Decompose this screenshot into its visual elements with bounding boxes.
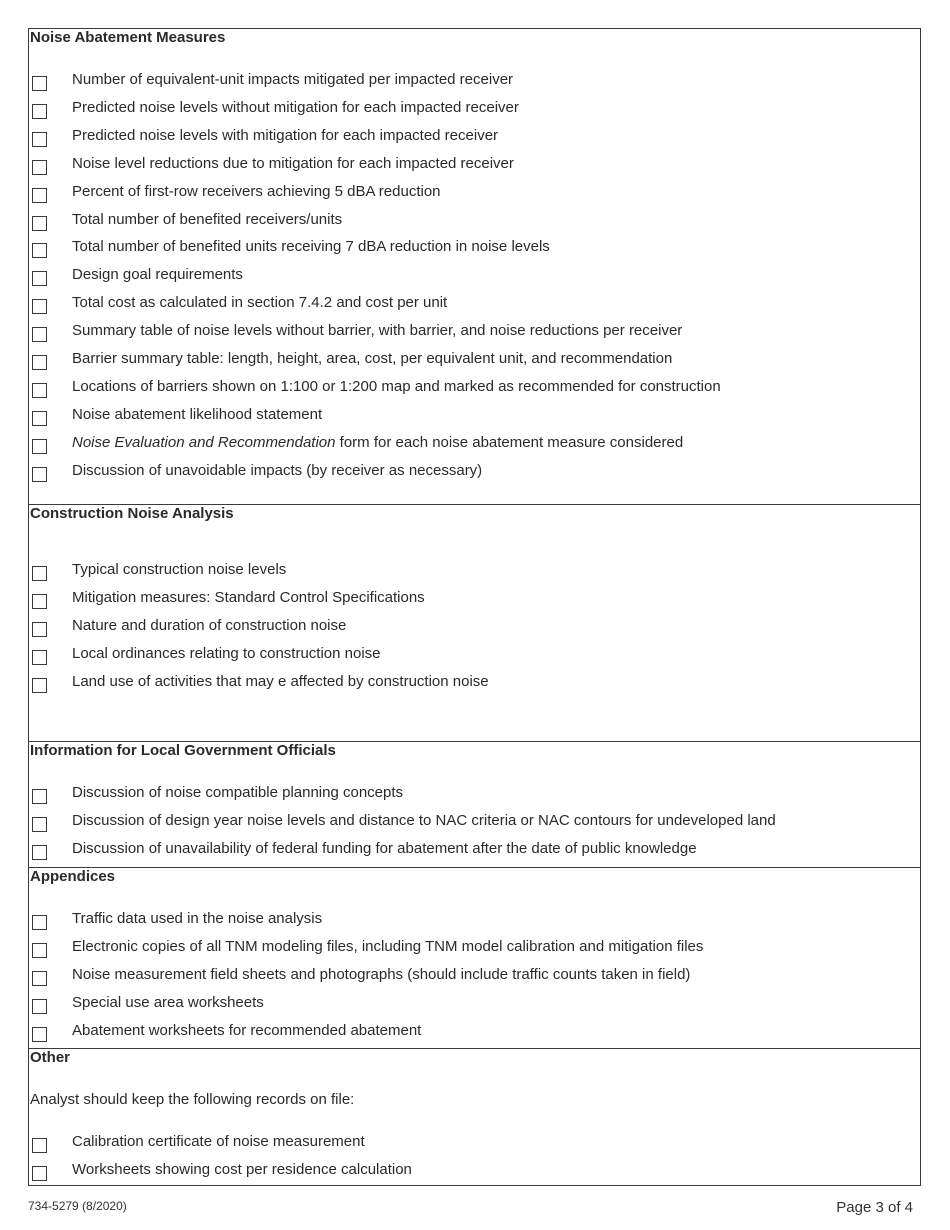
checkbox[interactable] bbox=[32, 943, 47, 958]
list-item bbox=[29, 434, 920, 458]
section-appendices bbox=[29, 867, 920, 1048]
checkbox[interactable] bbox=[32, 383, 47, 398]
list-item bbox=[29, 183, 920, 207]
item-label: Abatement worksheets for recommended abatement bbox=[72, 1022, 422, 1039]
form-title: Noise Evaluation and Recommendation bbox=[72, 434, 336, 451]
checkbox[interactable] bbox=[32, 1138, 47, 1153]
item-label: Electronic copies of all TNM modeling files, including TNM model calibration and mitigation files bbox=[72, 938, 704, 955]
item-label bbox=[72, 434, 683, 452]
section-intro: Analyst should keep the following records on file: bbox=[30, 1091, 355, 1108]
checkbox[interactable] bbox=[32, 411, 47, 426]
list-item bbox=[29, 294, 920, 318]
checkbox[interactable] bbox=[32, 327, 47, 342]
list-item bbox=[29, 350, 920, 374]
list-item bbox=[29, 462, 920, 486]
item-label: Total cost as calculated in section 7.4.2 and cost per unit bbox=[72, 294, 448, 311]
list-item bbox=[29, 322, 920, 346]
list-item bbox=[29, 617, 920, 641]
item-label: Discussion of design year noise levels and distance to NAC criteria or NAC contours for undeveloped land bbox=[72, 812, 776, 829]
checkbox[interactable] bbox=[32, 467, 47, 482]
checkbox[interactable] bbox=[32, 817, 47, 832]
item-label: Special use area worksheets bbox=[72, 994, 264, 1011]
checkbox[interactable] bbox=[32, 243, 47, 258]
item-label: Noise measurement field sheets and photographs (should include traffic counts taken in field) bbox=[72, 966, 691, 983]
list-item bbox=[29, 645, 920, 669]
item-label: Land use of activities that may e affected by construction noise bbox=[72, 673, 489, 690]
checkbox[interactable] bbox=[32, 271, 47, 286]
checkbox[interactable] bbox=[32, 1166, 47, 1181]
checkbox[interactable] bbox=[32, 188, 47, 203]
list-item bbox=[29, 812, 920, 836]
list-item bbox=[29, 99, 920, 123]
item-label: Nature and duration of construction noise bbox=[72, 617, 347, 634]
checkbox[interactable] bbox=[32, 439, 47, 454]
checkbox[interactable] bbox=[32, 678, 47, 693]
checkbox[interactable] bbox=[32, 971, 47, 986]
checkbox[interactable] bbox=[32, 650, 47, 665]
list-item bbox=[29, 784, 920, 808]
section-local-government bbox=[29, 741, 920, 867]
section-title: Information for Local Government Officials bbox=[30, 742, 336, 759]
item-label: Worksheets showing cost per residence calculation bbox=[72, 1161, 412, 1178]
list-item bbox=[29, 155, 920, 179]
item-label: Discussion of unavoidable impacts (by receiver as necessary) bbox=[72, 462, 483, 479]
item-label: Total number of benefited units receiving 7 dBA reduction in noise levels bbox=[72, 238, 550, 255]
checkbox[interactable] bbox=[32, 160, 47, 175]
item-label: Typical construction noise levels bbox=[72, 561, 287, 578]
item-label: Percent of first-row receivers achieving 5 dBA reduction bbox=[72, 183, 441, 200]
item-label: Total number of benefited receivers/units bbox=[72, 211, 343, 228]
section-title: Appendices bbox=[30, 868, 116, 885]
list-item bbox=[29, 1133, 920, 1157]
checkbox[interactable] bbox=[32, 355, 47, 370]
checklist-frame bbox=[28, 28, 921, 1186]
checkbox[interactable] bbox=[32, 132, 47, 147]
checkbox[interactable] bbox=[32, 566, 47, 581]
list-item bbox=[29, 589, 920, 613]
section-construction-noise bbox=[29, 504, 920, 741]
list-item bbox=[29, 71, 920, 95]
list-item bbox=[29, 238, 920, 262]
list-item bbox=[29, 994, 920, 1018]
checkbox[interactable] bbox=[32, 789, 47, 804]
item-label: Predicted noise levels with mitigation for each impacted receiver bbox=[72, 127, 499, 144]
checkbox[interactable] bbox=[32, 299, 47, 314]
form-number: 734-5279 (8/2020) bbox=[28, 1199, 127, 1213]
checkbox[interactable] bbox=[32, 1027, 47, 1042]
list-item bbox=[29, 561, 920, 585]
item-label: Noise abatement likelihood statement bbox=[72, 406, 323, 423]
item-label: Traffic data used in the noise analysis bbox=[72, 910, 323, 927]
list-item bbox=[29, 910, 920, 934]
page-number: Page 3 of 4 bbox=[836, 1199, 913, 1216]
checkbox[interactable] bbox=[32, 76, 47, 91]
item-label: Design goal requirements bbox=[72, 266, 243, 283]
item-label: Summary table of noise levels without barrier, with barrier, and noise reductions per receiver bbox=[72, 322, 683, 339]
list-item bbox=[29, 938, 920, 962]
checkbox[interactable] bbox=[32, 594, 47, 609]
list-item bbox=[29, 266, 920, 290]
section-title: Other bbox=[30, 1049, 71, 1066]
item-label: Number of equivalent-unit impacts mitigated per impacted receiver bbox=[72, 71, 514, 88]
checkbox[interactable] bbox=[32, 845, 47, 860]
item-label: Calibration certificate of noise measurement bbox=[72, 1133, 365, 1150]
checkbox[interactable] bbox=[32, 104, 47, 119]
list-item bbox=[29, 406, 920, 430]
list-item bbox=[29, 840, 920, 864]
list-item bbox=[29, 378, 920, 402]
checkbox[interactable] bbox=[32, 216, 47, 231]
section-title: Construction Noise Analysis bbox=[30, 505, 234, 522]
item-label: Local ordinances relating to construction noise bbox=[72, 645, 381, 662]
list-item bbox=[29, 673, 920, 697]
checkbox[interactable] bbox=[32, 622, 47, 637]
list-item bbox=[29, 211, 920, 235]
item-label: Discussion of noise compatible planning concepts bbox=[72, 784, 404, 801]
item-label: Predicted noise levels without mitigation for each impacted receiver bbox=[72, 99, 519, 116]
form-title-rest: form for each noise abatement measure considered bbox=[335, 434, 684, 451]
section-other bbox=[29, 1048, 920, 1185]
list-item bbox=[29, 1161, 920, 1185]
list-item bbox=[29, 1022, 920, 1046]
section-noise-abatement bbox=[29, 29, 920, 504]
list-item bbox=[29, 966, 920, 990]
checkbox[interactable] bbox=[32, 915, 47, 930]
item-label: Locations of barriers shown on 1:100 or 1:200 map and marked as recommended for construction bbox=[72, 378, 721, 395]
item-label: Barrier summary table: length, height, area, cost, per equivalent unit, and recommendation bbox=[72, 350, 673, 367]
section-title: Noise Abatement Measures bbox=[30, 29, 226, 46]
item-label: Mitigation measures: Standard Control Specifications bbox=[72, 589, 425, 606]
item-label: Discussion of unavailability of federal funding for abatement after the date of public knowledge bbox=[72, 840, 697, 857]
checkbox[interactable] bbox=[32, 999, 47, 1014]
list-item bbox=[29, 127, 920, 151]
item-label: Noise level reductions due to mitigation for each impacted receiver bbox=[72, 155, 514, 172]
